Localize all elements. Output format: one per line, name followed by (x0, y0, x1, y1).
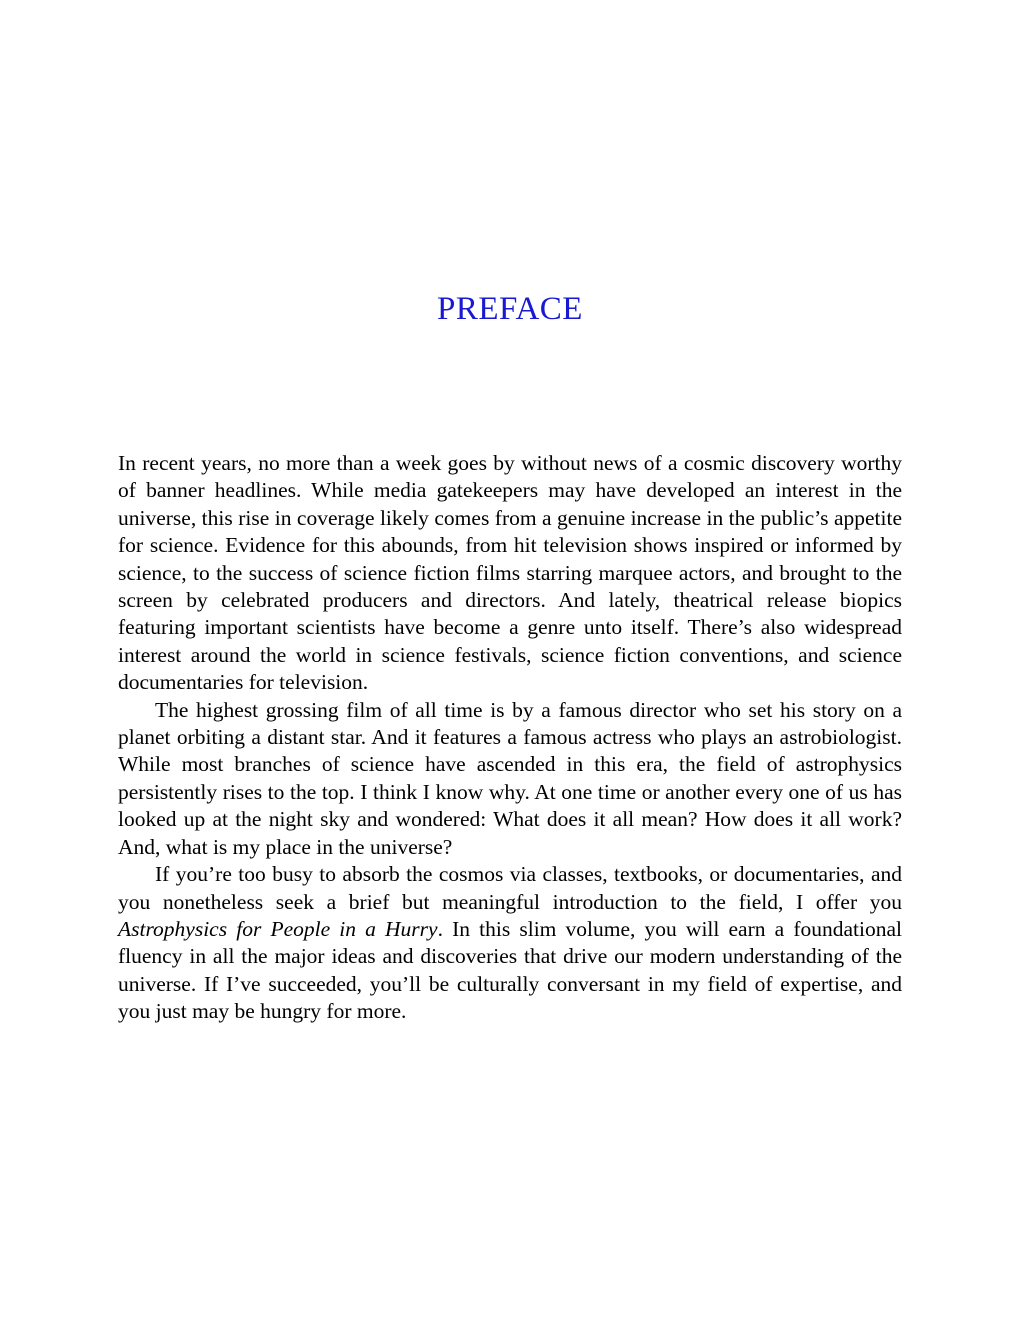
paragraph-3-text-after: . In this slim volume, you will earn a foundational fluency in all the major ideas and discoveries that drive our modern understanding of the universe. If I’ve succeeded, you’ll be culturally conversant in my field of expertise, and you just may be hungry for more. (118, 916, 902, 1024)
paragraph-1: In recent years, no more than a week goes by without news of a cosmic discovery worthy of banner headlines. While media gatekeepers may have developed an interest in the universe, this rise in coverage likely comes from a genuine increase in the public’s appetite for science. Evidence for this abounds, from hit television shows inspired or informed by science, to the success of science fiction films starring marquee actors, and brought to the screen by celebrated producers and directors. And lately, theatrical release biopics featuring important scientists have become a genre unto itself. There’s also widespread interest around the world in science festivals, science fiction conventions, and science documentaries for television. (118, 451, 902, 695)
paragraph-2: The highest grossing film of all time is by a famous director who set his story on a planet orbiting a distant star. And it features a famous actress who plays an astrobiologist. While most branches of science have ascended in this era, the field of astrophysics persistently rises to the top. I think I know why. At one time or another every one of us has looked up at the night sky and wondered: What does it all mean? How does it all work? And, what is my place in the universe? (118, 697, 902, 859)
paragraph-3 (118, 861, 902, 1025)
body-text (118, 450, 902, 1026)
book-title-italic: Astrophysics for People in a Hurry (118, 916, 438, 941)
chapter-heading: PREFACE (437, 291, 583, 327)
paragraph-3-text-before: If you’re too busy to absorb the cosmos via classes, textbooks, or documentaries, and you nonetheless seek a brief but meaningful introduction to the field, I offer you (118, 862, 902, 914)
